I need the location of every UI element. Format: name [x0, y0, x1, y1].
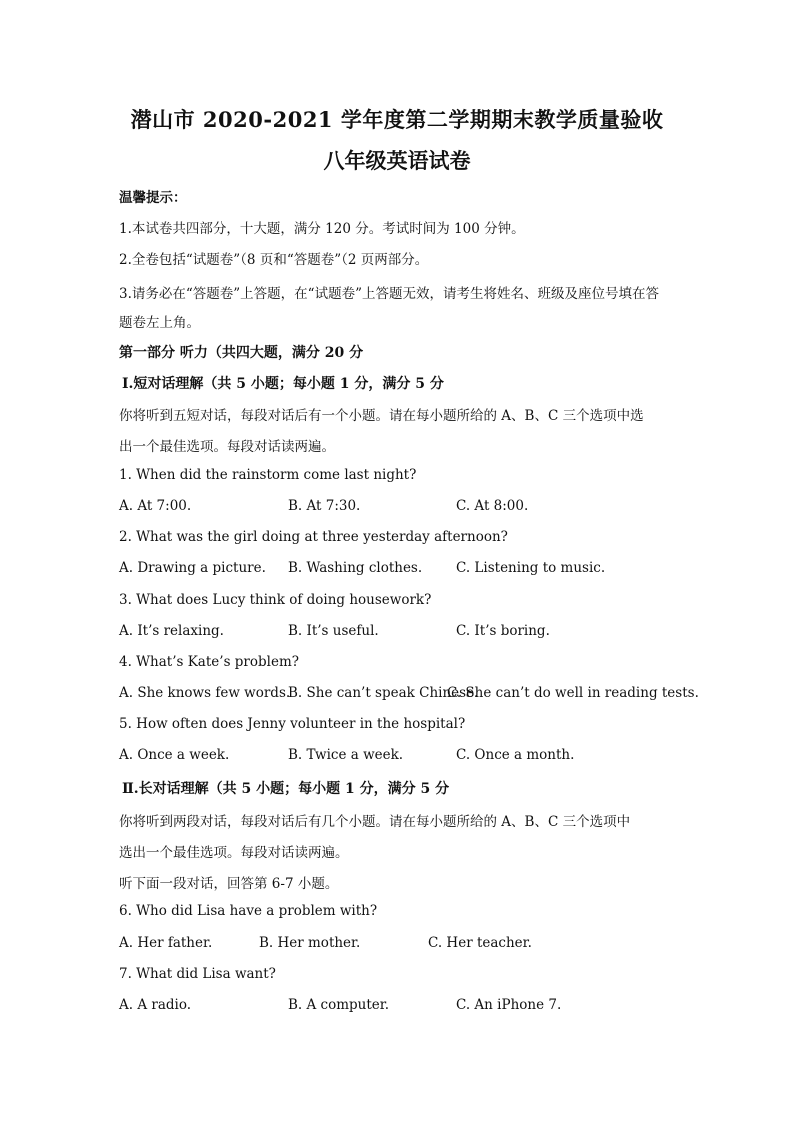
question-text: 6. Who did Lisa have a problem with? [119, 903, 378, 919]
option-b: B. She can’t speak Chinese. [288, 685, 479, 701]
option-c: C. Listening to music. [456, 560, 606, 576]
tip-line: 题卷左上角。 [119, 315, 200, 331]
option-a: A. It’s relaxing. [119, 623, 224, 639]
option-a: A. Drawing a picture. [119, 560, 266, 576]
option-b: B. It’s useful. [288, 623, 379, 639]
section2-instruction: 听下面一段对话，回答第 6-7 小题。 [119, 876, 339, 892]
option-a: A. A radio. [119, 997, 192, 1013]
option-c: C. Her teacher. [428, 935, 532, 951]
option-b: B. Washing clothes. [288, 560, 423, 576]
option-a: A. She knows few words. [119, 685, 291, 701]
question-text: 2. What was the girl doing at three yesterday afternoon? [119, 529, 508, 545]
section1-heading: Ⅰ.短对话理解（共 5 小题；每小题 1 分，满分 5 分 [122, 376, 444, 392]
tips-heading: 温馨提示： [119, 190, 187, 206]
page-title: 潜山市 2020-2021 学年度第二学期期末教学质量验收 [130, 107, 664, 132]
option-c: C. At 8:00. [456, 498, 529, 514]
option-a: A. At 7:00. [119, 498, 192, 514]
option-c: C. It’s boring. [456, 623, 550, 639]
part1-heading: 第一部分 听力（共四大题，满分 20 分 [119, 345, 364, 361]
option-a: A. Her father. [119, 935, 213, 951]
question-text: 4. What’s Kate’s problem? [119, 654, 299, 670]
tip-line: 1.本试卷共四部分，十大题，满分 120 分。考试时间为 100 分钟。 [119, 221, 525, 237]
tip-line: 3.请务必在“答题卷”上答题，在“试题卷”上答题无效，请考生将姓名、班级及座位号填在答 [119, 286, 659, 302]
option-c: C. She can’t do well in reading tests. [447, 685, 699, 701]
option-a: A. Once a week. [119, 747, 230, 763]
section1-instruction: 出一个最佳选项。每段对话读两遍。 [119, 439, 335, 455]
option-b: B. Twice a week. [288, 747, 404, 763]
question-text: 5. How often does Jenny volunteer in the hospital? [119, 716, 466, 732]
section2-instruction: 你将听到两段对话，每段对话后有几个小题。请在每小题所给的 A、B、C 三个选项中 [119, 814, 631, 830]
option-c: C. An iPhone 7. [456, 997, 562, 1013]
section2-instruction: 选出一个最佳选项。每段对话读两遍。 [119, 845, 349, 861]
question-text: 1. When did the rainstorm come last night? [119, 467, 417, 483]
question-text: 7. What did Lisa want? [119, 966, 276, 982]
option-b: B. Her mother. [259, 935, 361, 951]
question-text: 3. What does Lucy think of doing housework? [119, 592, 432, 608]
section2-heading: Ⅱ.长对话理解（共 5 小题；每小题 1 分，满分 5 分 [122, 781, 450, 797]
option-b: B. At 7:30. [288, 498, 361, 514]
section1-instruction: 你将听到五短对话，每段对话后有一个小题。请在每小题所给的 A、B、C 三个选项中选 [119, 408, 644, 424]
option-b: B. A computer. [288, 997, 390, 1013]
tip-line: 2.全卷包括“试题卷”（8 页和“答题卷”（2 页两部分。 [119, 252, 429, 268]
option-c: C. Once a month. [456, 747, 575, 763]
page-subtitle: 八年级英语试卷 [323, 148, 471, 173]
